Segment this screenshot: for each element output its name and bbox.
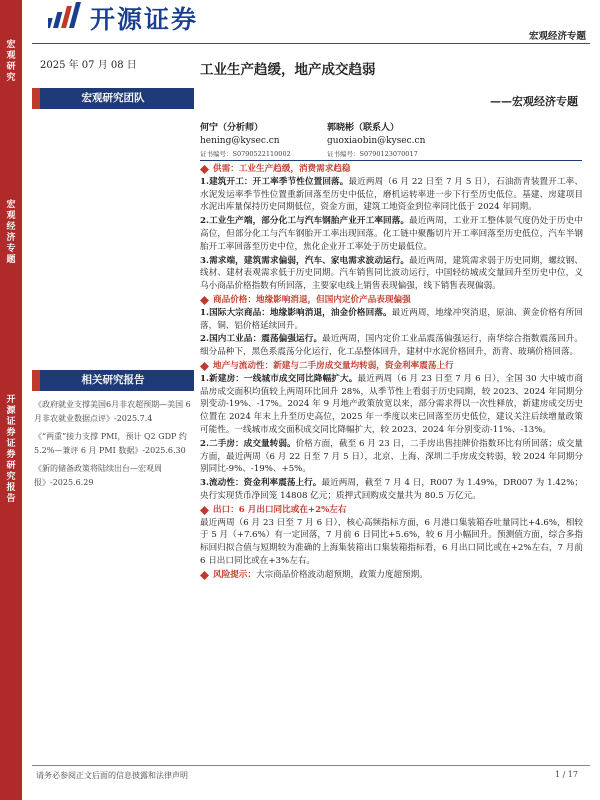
strip-label-bottom: 开源证券 证券研究报告 [6,395,16,504]
related-report-link[interactable]: 《新的储备政策将陆续出台—宏观周报》-2025.6.29 [34,464,162,487]
related-report-link[interactable]: 《政府就业支撑美国6月非农超预期—美国 6 月非农就业数据点评》-2025.7.4 [34,400,191,423]
diamond-bullet-icon [200,506,209,515]
report-body [200,163,583,582]
analyst-card [327,122,425,161]
analyst-card [200,122,291,161]
section-paragraph [200,477,583,503]
section-paragraph [200,176,583,214]
paragraph-text: 最近两周，建筑需求弱于历史同期，螺纹钢、线材、建材表观需求低于历史同期。汽车销售同比波动运行，中国轻纺城成交量回升至历史中位，义乌小商品价格指数有所回落，主要家电线上销售表现偏强，线下销售表现偏弱。 [200,255,583,292]
logo-mark-icon [48,2,84,30]
diamond-bullet-icon [200,571,209,580]
report-date: 2025 年 07 月 08 日 [40,60,137,71]
paragraph-lead: 1.建筑开工：开工率季节性位置回落。 [200,176,349,187]
paragraph-text: 价格方面，截至 6 月 23 日，二手房出售挂牌价指数环比有所回落；成交量方面，最近两周（6 月 22 日至 7 月 5 日），北京、上海、深圳二手房成交转弱，较 2024 年同期分别同比-9%、-19%、+5%。 [200,438,583,475]
related-label-accent [32,370,40,391]
section-paragraph [200,517,583,568]
paragraph-text: 最近两周，国内定价工业品震荡偏强运行，南华综合指数震荡回升。细分品种下，黑色系震荡分化运行，化工品整体回升，建材中水泥价格回升，沥青、玻璃价格回落。 [200,334,583,358]
risk-label: 风险提示： [213,569,256,580]
section-paragraph [200,373,583,437]
related-label-box [32,370,194,391]
team-label-accent [32,88,40,109]
related-report-link[interactable]: 《“两重”接力支撑 PMI，预计 Q2 GDP 约 5.2%—兼评 6 月 PMI 数据》-2025.6.30 [34,432,187,455]
analyst-cert: 证书编号：S0790522110002 [200,150,291,158]
paragraph-lead: 1.国际大宗商品：地缘影响消退，油金价格回落。 [200,307,392,318]
section-heading-text: 供需：工业生产趋缓，消费需求趋稳 [213,164,351,174]
diamond-bullet-icon [200,296,209,305]
strip-label-top: 宏观研究 [6,40,16,83]
analyst-cert: 证书编号：S0790123070017 [327,150,418,158]
paragraph-lead: 2.国内工业品：震荡偏强运行。 [200,334,323,345]
analyst-divider [200,160,582,161]
team-label-box [32,88,194,109]
paragraph-lead: 3.流动性：资金利率震荡上行。 [200,478,322,489]
section-heading [200,294,583,307]
related-label: 相关研究报告 [81,374,145,386]
paragraph-text: 最近两周（6 月 23 日至 7 月 6 日），全国 30 大中城市商品房成交面积均值较上两周环比回升 28%，从季节性上看弱于历史同期，较 2023、2024 年同期分别变动-19%、-17%。2024 年 9 月地产政策放宽以来，部分需求得以一次性释放，新建房成交历史位置在 2024 年末上升至历史高位，2025 年一季度以来已回落至历史低位，建议关注后续增量政策可能性。一线城市成交面积成交同比降幅扩大，较 2023、2024 年分别变动-11%、-13%。 [200,373,583,435]
footer-disclaimer: 请务必参阅正文后面的信息披露和法律声明 [36,771,188,780]
section-paragraph [200,307,583,333]
section-heading-text: 商品价格：地缘影响消退，但国内定价产品表现偏强 [213,294,411,305]
diamond-bullet-icon [200,165,209,174]
brand-logo [48,2,238,34]
paragraph-text: 最近两周（6 月 22 日至 7 月 5 日），石油沥青装置开工率、水泥发运率季节性位置重新回落至历史中低位，磨机运转率进一步下行至历史低位。基建、房建项目水泥出库量保持历史同期低位，资金方面，建筑工地资金到位率同比低于 2024 年同期。 [200,176,583,213]
section-paragraph [200,333,583,359]
paragraph-text: 最近两周，地缘冲突消退，原油、黄金价格有所回落，铜、铝价格延续回升。 [200,307,583,331]
paragraph-text: 最近两周，截至 7 月 4 日，R007 为 1.49%，DR007 为 1.42%；央行实现货币净回笼 14808 亿元；质押式回购成交量共为 80.5 万亿元。 [200,478,583,501]
team-label: 宏观研究团队 [81,92,145,104]
paragraph-lead: 2.工业生产端，部分化工与汽车钢胎产业开工率回落。 [200,216,410,227]
report-title: 工业生产趋缓，地产成交趋弱 [200,62,376,78]
report-subtitle: ——宏观经济专题 [490,95,578,108]
paragraph-text: 最近两周，工业开工整体景气度仍处于历史中高位，但部分化工与汽车钢胎开工率出现回落。化工链中聚酯切片开工率回落至历史低位，汽车半钢胎开工率回落至历史中位，焦化企业开工率处于历史最低位。 [200,216,583,252]
strip-label-middle: 宏观经济专题 [6,200,16,265]
header-divider [32,43,590,44]
brand-name: 开源证券 [90,5,199,34]
analyst-email[interactable]: hening@kysec.cn [200,136,280,146]
related-reports-list [34,398,194,494]
paragraph-lead: 1.新建房：一线城市成交同比降幅扩大。 [200,373,358,384]
page-number: 1 / 17 [554,770,578,779]
left-category-strip [0,0,22,800]
diamond-bullet-icon [200,362,209,371]
section-heading [200,163,583,176]
section-paragraph [200,255,583,293]
paragraph-lead: 2.二手房：成交量转弱。 [200,438,296,449]
footer-divider [32,765,590,766]
analyst-name: 郭晓彬（联系人） [327,123,400,133]
section-heading [200,504,583,517]
risk-heading [200,569,583,582]
section-heading-text: 出口：6 月出口同比或在+2%左右 [213,504,347,515]
section-paragraph [200,438,583,476]
paragraph-text: 最近两周（6 月 23 日至 7 月 6 日），核心高频指标方面，6 月港口集装箱吞吐量同比+4.6%，相较于 5 月（+7.6%）有一定回落，7 月前 6 日同比+5.6%，较 6 月小幅回升。预测值方面，综合多指标回归拟合值与短期较为准确的上海集装箱出口集装箱指标看，6 月出口同比或在+2%左右，7 月前 6 日出口同比或在+3%左右。 [200,517,583,566]
series-label: 宏观经济专题 [528,31,586,42]
analyst-name: 何宁（分析师） [200,123,264,133]
section-heading-text: 地产与流动性：新建与二手房成交量均转弱，资金利率震荡上行 [213,360,454,371]
section-heading [200,360,583,373]
section-paragraph [200,215,583,253]
analyst-email[interactable]: guoxiaobin@kysec.cn [327,136,426,146]
risk-text: 大宗商品价格波动超预期，政策力度超预期。 [255,569,428,580]
paragraph-lead: 3.需求端，建筑需求偏弱，汽车、家电需求波动运行。 [200,255,410,266]
